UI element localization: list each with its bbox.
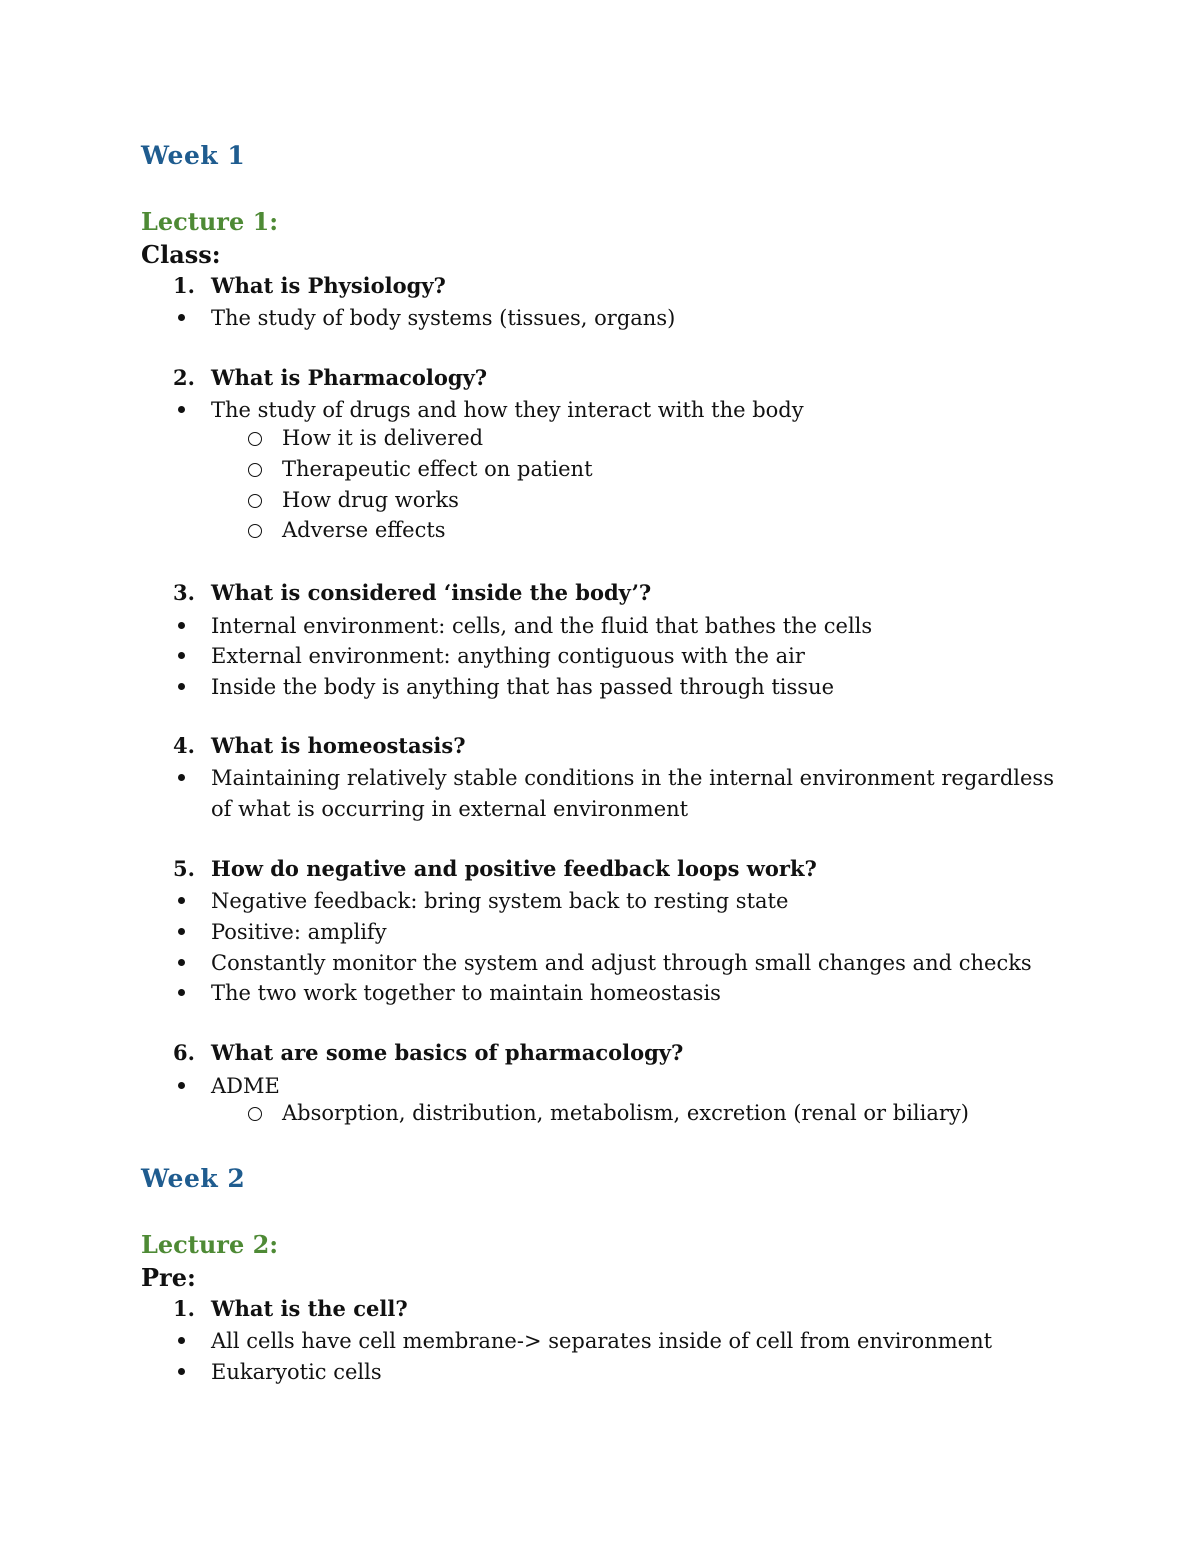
question-number: 6. (173, 1040, 195, 1065)
bullet-circle-icon (248, 463, 262, 477)
bullet-circle-icon (248, 524, 262, 538)
bullet-dot-icon (178, 1082, 185, 1089)
bullet-circle-icon (248, 1107, 262, 1121)
question-text: What is considered ‘inside the body’? (211, 580, 652, 605)
question-text: What is Physiology? (211, 273, 446, 298)
bullet-text: External environment: anything contiguous with the air (211, 644, 805, 668)
question-number: 2. (173, 365, 195, 390)
bullet-dot-icon (178, 314, 185, 321)
bullet-dot-icon (178, 897, 185, 904)
question-number: 1. (173, 1296, 195, 1321)
bullet-text: Inside the body is anything that has passed through tissue (211, 675, 835, 699)
bullet-text: The study of drugs and how they interact with the body (211, 398, 804, 422)
question-number: 5. (173, 856, 195, 881)
question-text: What is the cell? (211, 1296, 408, 1321)
bullet-dot-icon (178, 683, 185, 690)
bullet-dot-icon (178, 989, 185, 996)
bullet-text: Negative feedback: bring system back to resting state (211, 889, 789, 913)
section-heading: Pre: (141, 1263, 196, 1292)
bullet-text: Positive: amplify (211, 920, 387, 944)
bullet-text: ADME (211, 1074, 280, 1098)
bullet-circle-icon (248, 432, 262, 446)
bullet-dot-icon (178, 1337, 185, 1344)
lecture-heading: Lecture 2: (141, 1230, 279, 1259)
question-number: 3. (173, 580, 195, 605)
bullet-dot-icon (178, 622, 185, 629)
question-number: 1. (173, 273, 195, 298)
bullet-text: The two work together to maintain homeostasis (211, 981, 721, 1005)
section-heading: Class: (141, 240, 221, 269)
question-text: What are some basics of pharmacology? (211, 1040, 684, 1065)
sub-bullet-text: Absorption, distribution, metabolism, excretion (renal or biliary) (282, 1101, 969, 1125)
bullet-text: All cells have cell membrane-> separates inside of cell from environment (211, 1329, 993, 1353)
bullet-text: Eukaryotic cells (211, 1360, 382, 1384)
question-text: What is Pharmacology? (211, 365, 488, 390)
bullet-text: Constantly monitor the system and adjust through small changes and checks (211, 951, 1032, 975)
question-number: 4. (173, 733, 195, 758)
week-heading: Week 2 (141, 1164, 246, 1193)
question-text: How do negative and positive feedback loops work? (211, 856, 817, 881)
bullet-dot-icon (178, 959, 185, 966)
bullet-text: Maintaining relatively stable conditions in the internal environment regardless of what is occurring in external environment (211, 766, 1054, 821)
sub-bullet-text: How drug works (282, 488, 459, 512)
sub-bullet-text: How it is delivered (282, 426, 484, 450)
question-text: What is homeostasis? (211, 733, 466, 758)
bullet-dot-icon (178, 1368, 185, 1375)
bullet-text: Internal environment: cells, and the fluid that bathes the cells (211, 614, 873, 638)
week-heading: Week 1 (141, 141, 246, 170)
sub-bullet-text: Therapeutic effect on patient (282, 457, 593, 481)
bullet-dot-icon (178, 774, 185, 781)
bullet-dot-icon (178, 928, 185, 935)
sub-bullet-text: Adverse effects (282, 518, 446, 542)
bullet-circle-icon (248, 494, 262, 508)
bullet-dot-icon (178, 406, 185, 413)
bullet-text: The study of body systems (tissues, organs) (211, 306, 676, 330)
lecture-heading: Lecture 1: (141, 207, 279, 236)
bullet-dot-icon (178, 652, 185, 659)
